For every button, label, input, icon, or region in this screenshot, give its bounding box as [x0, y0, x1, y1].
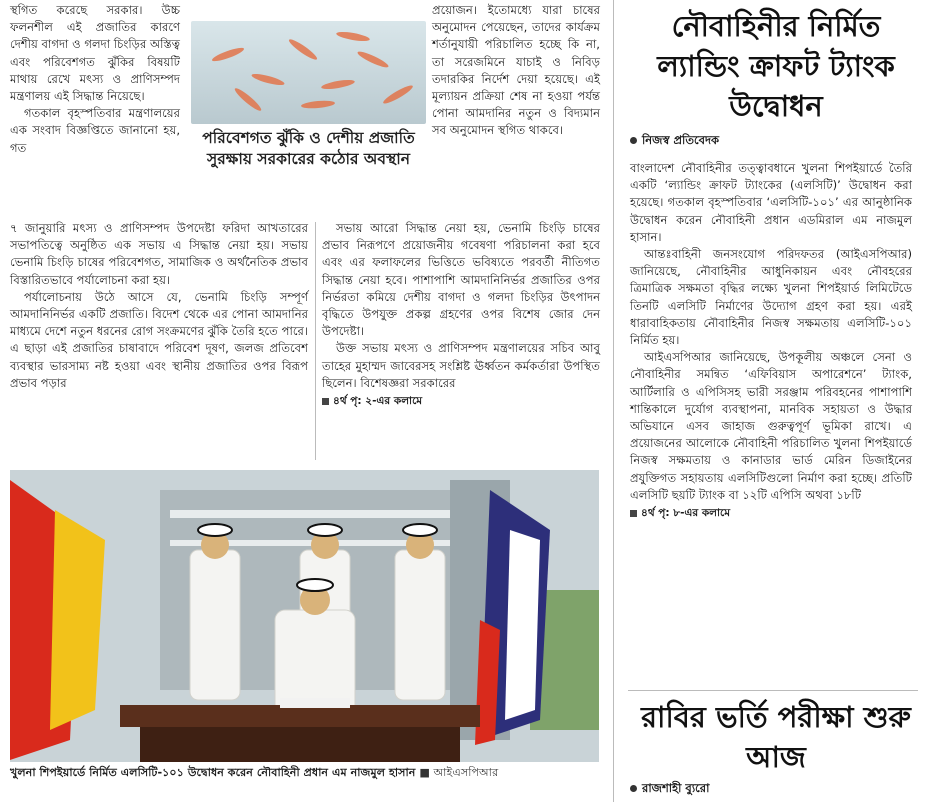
- article-paragraph: আন্তঃবাহিনী জনসংযোগ পরিদফতর (আইএসপিআর) জানিয়েছে, নৌবাহিনীর আধুনিকায়ন এবং নৌবহরের ত্রিমাত্রিক সক্ষমতা বৃদ্ধির লক্ষ্যে খুলনা শিপইয়ার্ড লিমিটেডে তিনটি এলসিটি নির্মাণের উদ্যোগ গ্রহণ করা হয়। এরই ধারাবাহিকতায় নৌবাহিনীর নিজস্ব সক্ষমতায় এলসিটি-১০১ নির্মিত হয়।: [630, 247, 912, 348]
- byline: রাজশাহী ব্যুরো: [630, 780, 709, 799]
- article-column-2: [322, 220, 600, 410]
- headline-rabi: রাবির ভর্তি পরীক্ষা শুরু আজ: [641, 700, 911, 774]
- headline-lct: নৌবাহিনীর নির্মিত ল্যান্ডিং ক্রাফট ট্যাংক উদ্বোধন: [657, 9, 895, 123]
- article-paragraph: গতকাল বৃহস্পতিবার মন্ত্রণালয়ের এক সংবাদ বিজ্ঞপ্তিতে জানানো হয়, গত: [10, 106, 180, 155]
- continuation-note: ৪র্থ পৃ: ৮-এর কলামে: [630, 505, 912, 522]
- article-column-1: [10, 2, 180, 157]
- article-column-3: [432, 2, 600, 140]
- photo-caption: খুলনা শিপইয়ার্ডে নির্মিত এলসিটি-১০১ উদ্বোধন করেন নৌবাহিনী প্রধান এম নাজমুল হাসান ■ আইএসপিআর: [10, 766, 499, 779]
- square-icon: [322, 398, 329, 405]
- pull-quote: পরিবেশগত ঝুঁকি ও দেশীয় প্রজাতি সুরক্ষায় সরকারের কঠোর অবস্থান: [191, 124, 426, 213]
- article-paragraph: ৭ জানুয়ারি মৎস্য ও প্রাণিসম্পদ উপদেষ্টা ফরিদা আখতারের সভাপতিত্বে অনুষ্ঠিত এক সভায় এ সিদ্ধান্ত নেয়া হয়। সভায় ভেনামি চিংড়ি চাষের পরিবেশগত, সামাজিক ও অর্থনৈতিক প্রভাব বিস্তারিতভাবে পর্যালোচনা করা হয়।: [10, 221, 308, 287]
- bullet-icon: [630, 785, 637, 792]
- byline: নিজস্ব প্রতিবেদক: [630, 132, 719, 151]
- column-divider: [315, 222, 316, 460]
- shrimp-photo: [191, 21, 426, 124]
- ceremony-photo: [10, 470, 599, 762]
- square-icon: [630, 510, 637, 517]
- right-article-body: [630, 160, 912, 522]
- column-divider: [613, 0, 614, 802]
- article-column-1-lower: [10, 220, 308, 392]
- ceremony-illustration: [10, 470, 599, 762]
- article-paragraph: উক্ত সভায় মৎস্য ও প্রাণিসম্পদ মন্ত্রণালয়ের সচিব আবু তাহের মুহাম্মদ জাবেরসহ সংশ্লিষ্ট ঊর্ধ্বতন কর্মকর্তারা উপস্থিত ছিলেন। বিশেষজ্ঞরা সরকারের: [322, 341, 600, 390]
- article-paragraph: বাংলাদেশ নৌবাহিনীর তত্ত্বাবধানে খুলনা শিপইয়ার্ডে তৈরি একটি ‘ল্যান্ডিং ক্রাফট ট্যাংকের (এলসিটি)’ উদ্বোধন করা হয়েছে। গতকাল বৃহস্পতিবার ‘এলসিটি-১০১’ এর আনুষ্ঠানিক উদ্বোধন করেন নৌবাহিনী প্রধান এডমিরাল এম নাজমুল হাসান।: [630, 161, 912, 244]
- article-paragraph: স্থগিত করেছে সরকার। উচ্চ ফলনশীল এই প্রজাতির কারণে দেশীয় বাগদা ও গলদা চিংড়ির অস্তিত্ব এবং পরিবেশগত ঝুঁকির বিষয়টি মাথায় রেখে মৎস্য ও প্রাণিসম্পদ মন্ত্রণালয় এই সিদ্ধান্ত নিয়েছে।: [10, 3, 180, 104]
- bullet-icon: [630, 137, 637, 144]
- article-paragraph: প্রয়োজন। ইতোমধ্যে যারা চাষের অনুমোদন পেয়েছেন, তাদের কার্যক্রম শর্তানুযায়ী পরিচালিত হচ্ছে কি না, তা সরেজমিনে যাচাই ও নিবিড় তদারকির নির্দেশ দেয়া হয়েছে। এই মূল্যায়ন প্রক্রিয়া শেষ না হওয়া পর্যন্ত পোনা আমদানির নতুন ও বিদ্যমান সব অনুমোদন স্থগিত থাকবে।: [432, 3, 600, 138]
- article-divider: [628, 690, 918, 691]
- article-paragraph: সভায় আরো সিদ্ধান্ত নেয়া হয়, ভেনামি চিংড়ি চাষের প্রভাব নিরূপণে প্রয়োজনীয় গবেষণা পরিচালনা করা হবে এবং এর ফলাফলের ভিত্তিতে ভবিষ্যতে পরবর্তী নীতিগত সিদ্ধান্ত নেয়া হবে। পাশাপাশি আমদানিনির্ভর প্রজাতির ওপর নির্ভরতা কমিয়ে দেশীয় বাগদা ও গলদা চিংড়ির উৎপাদন বৃদ্ধিতে উপযুক্ত প্রকল্প গ্রহণের ওপর বিশেষ জোর দেন উপদেষ্টা।: [322, 221, 600, 339]
- article-paragraph: পর্যালোচনায় উঠে আসে যে, ভেনামি চিংড়ি সম্পূর্ণ আমদানিনির্ভর একটি প্রজাতি। বিদেশ থেকে এর পোনা আমদানির মাধ্যমে দেশে নতুন ধরনের রোগ সংক্রমণের ঝুঁকি তৈরি হতে পারে। এ ছাড়া এই প্রজাতির চাষাবাদে পরিবেশ দূষণ, জলজ প্রতিবেশ ব্যবস্থার ভারসাম্য নষ্ট হওয়া এবং স্থানীয় প্রজাতির ওপর বিরূপ প্রভাব পড়ার: [10, 289, 308, 390]
- article-paragraph: আইএসপিআর জানিয়েছে, উপকূলীয় অঞ্চলে সেনা ও নৌবাহিনীর সমন্বিত ‘এফিবিয়াস অপারেশনে’ ট্যাংক, আর্টিলারি ও এপিসিসহ ভারী সরঞ্জাম পরিবহনের পাশাপাশি শান্তিকালে দুর্যোগ ব্যবস্থাপনা, মানবিক সহায়তা ও উদ্ধার অভিযানে এসব জাহাজ গুরুত্বপূর্ণ ভূমিকা রাখে। এ প্রয়োজনের আলোকে নৌবাহিনী পরিচালিত খুলনা শিপইয়ার্ডে নিজস্ব সক্ষমতায় ও কানাডার ভার্ড মেরিন ডিজাইনের প্রযুক্তিগত সহায়তায় এলসিটিগুলো নির্মাণ করা হচ্ছে। প্রতিটি এলসিটি ছয়টি ট্যাংক বা ১২টি এপিসি অথবা ১৮টি: [630, 350, 912, 502]
- continuation-note: ৪র্থ পৃ: ২-এর কলামে: [322, 393, 600, 410]
